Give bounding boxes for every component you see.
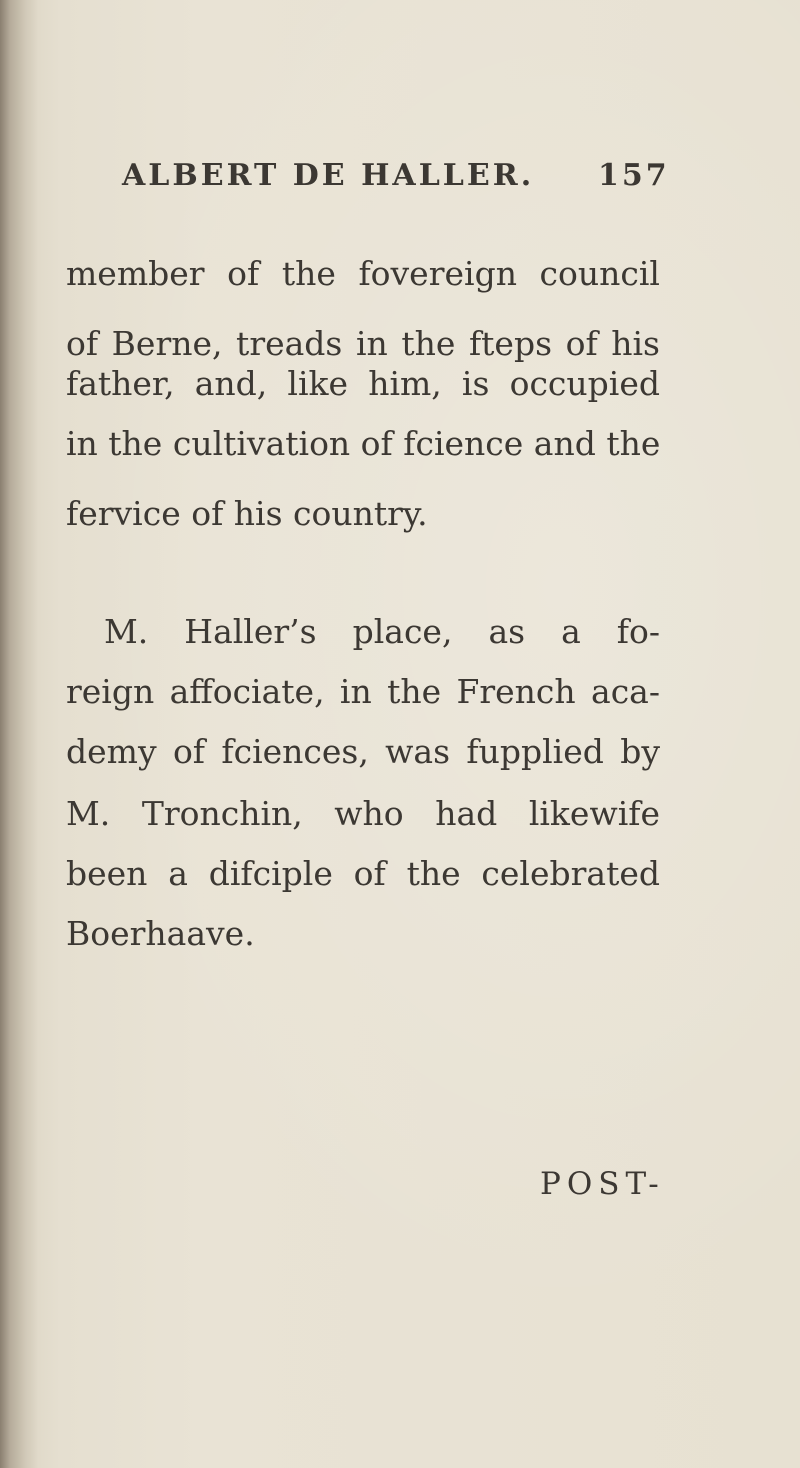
text-line: in the cultivation of fcience and the [66,424,661,463]
text-line: member of the fovereign council [66,254,660,293]
text-line: father, and, like him, is occupied [66,364,660,403]
text-line: demy of fciences, was fupplied by [66,732,660,771]
text-line: Boerhaave. [66,914,255,953]
text-line: M. Tronchin, who had likewife [66,794,660,833]
text-line: fervice of his country. [66,494,428,533]
catchword: POST- [540,1166,665,1202]
text-line: been a difciple of the celebrated [66,854,660,893]
text-line: M. Haller’s place, as a fo- [104,612,660,651]
running-head [122,158,722,208]
running-head-title: ALBERT DE HALLER. [122,158,535,193]
page-number: 157 [598,158,670,193]
text-line: reign affociate, in the French aca- [66,672,660,711]
page-gutter-shadow [0,0,38,1468]
text-line: of Berne, treads in the fteps of his [66,324,660,363]
